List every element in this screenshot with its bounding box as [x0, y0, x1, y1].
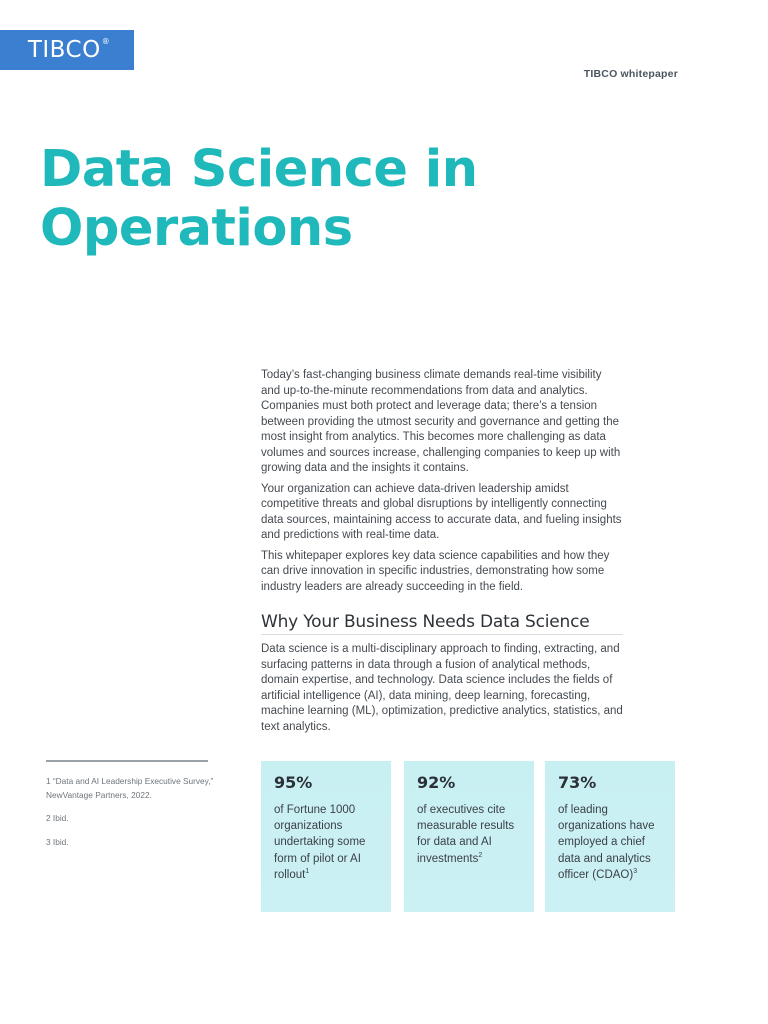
page-title: Data Science in Operations	[40, 140, 478, 258]
footnote-3: 3 Ibid.	[46, 836, 69, 847]
stat-value: 73%	[558, 773, 597, 792]
footnote-ref: 2	[478, 851, 483, 859]
footnote-ref: 3	[633, 867, 638, 875]
footnote-ref: 1	[305, 867, 310, 875]
logo-text: TIBCO®	[27, 37, 111, 63]
intro-paragraph-2: Your organization can achieve data-driven leadership amidst competitive threats and global disruptions by intelligently connecting data sources, maintaining access to accurate data, and fueling insights and predictions with real-time data.	[261, 482, 622, 541]
stat-description: of executives cite measurable results for data and AI investments$^2$	[417, 804, 515, 865]
document-type-label: TIBCO whitepaper	[583, 68, 678, 80]
stat-description: of Fortune 1000 organizations undertaking some form of pilot or AI rollout$^1$	[274, 804, 366, 881]
section-body: Data science is a multi-disciplinary approach to finding, extracting, and surfacing patterns in data through a fusion of analytical methods, domain expertise, and technology. Data science includes the fields of artificial intelligence (AI), data mining, deep learning, forecasting, machine learning (ML), optimization, predictive analytics, statistics, and text analytics.	[261, 643, 623, 733]
footnote-divider	[46, 760, 208, 762]
stat-description: of leading organizations have employed a chief data and analytics officer (CDAO)$^3$	[558, 804, 655, 881]
stat-card-executives	[404, 761, 534, 912]
intro-paragraph-3: This whitepaper explores key data science capabilities and how they can drive innovation in specific industries, demonstrating how some industry leaders are already succeeding in the field.	[261, 549, 610, 593]
footnotes	[46, 775, 216, 859]
stat-value: 92%	[417, 773, 456, 792]
footnote-1: 1 “Data and AI Leadership Executive Survey,” NewVantage Partners, 2022.	[46, 776, 214, 800]
section-heading: Why Your Business Needs Data Science	[261, 612, 623, 635]
stat-card-fortune-1000	[261, 761, 391, 912]
footnote-2: 2 Ibid.	[46, 813, 69, 823]
registered-mark: ®	[101, 37, 111, 46]
tibco-logo	[0, 30, 134, 70]
stat-card-cdao	[545, 761, 675, 912]
main-content	[261, 368, 623, 740]
stat-value: 95%	[274, 773, 313, 792]
intro-paragraph-1: Today’s fast-changing business climate demands real-time visibility and up-to-the-minute recommendations from data and analytics. Companies must both protect and leverage data; there’s a tension between providing the utmost security and governance and getting the most insight from analytics. This becomes more challenging as data volumes and sources increase, challenging companies to keep up with growing data and the insights it contains.	[261, 369, 621, 474]
